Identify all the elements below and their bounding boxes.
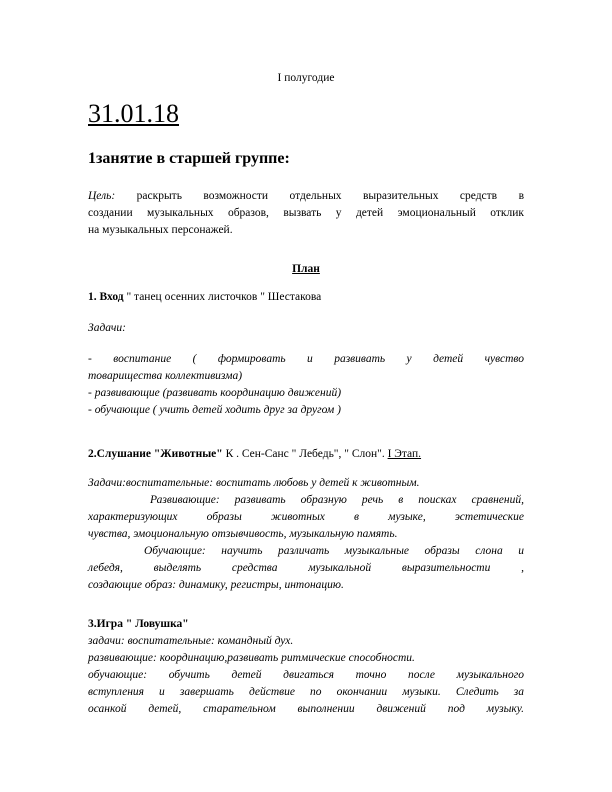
section-3-heading: 3.Игра " Ловушка" xyxy=(88,618,189,630)
section-2-edu-line-3: создающие образ: динамику, регистры, интонацию. xyxy=(88,579,344,591)
section-2-edu-line-2: лебедя, выделять средства музыкальной выразительности , xyxy=(88,562,524,574)
goal-paragraph xyxy=(88,188,524,239)
goal-line-1: раскрыть возможности отдельных выразительных средств в xyxy=(136,190,524,202)
lesson-date: 31.01.18 xyxy=(88,99,179,128)
section-1-heading xyxy=(88,289,524,306)
section-2-head: 2.Слушание "Животные" xyxy=(88,448,223,460)
section-2-rest: К . Сен-Санс " Лебедь", " Слон". xyxy=(222,448,388,460)
section-2-dev-line-2: характеризующих образы животных в музыке, эстетические xyxy=(88,511,524,523)
section-1-item-1-line-1: - воспитание ( формировать и развивать у детей чувство xyxy=(88,353,524,365)
section-3-line-2: развивающие: координацию,развивать ритмические способности. xyxy=(88,652,415,664)
section-1-item-2: - развивающие (развивать координацию движений) xyxy=(88,387,342,399)
section-2-edu-line-1: Обучающие: научить различать музыкальные образы слона и xyxy=(144,545,524,557)
section-1-item-1-line-2: товарищества коллективизма) xyxy=(88,370,243,382)
goal-line-2: создании музыкальных образов, вызвать у детей эмоциональный отклик xyxy=(88,207,524,219)
section-1-rest: " танец осенних листочков " Шестакова xyxy=(123,291,322,303)
section-2-dev-line-1: Развивающие: развивать образную речь в поисках сравнений, xyxy=(150,494,524,506)
section-1-head: Вход xyxy=(99,291,124,303)
section-1-tasks xyxy=(88,351,524,419)
goal-label: Цель: xyxy=(88,190,116,202)
semester-header: I полугодие xyxy=(277,72,335,84)
section-2-dev-line-3: чувства, эмоциональную отзывчивость, музыкальную память. xyxy=(88,528,398,540)
section-3-line-4: вступления и завершать действие по окончании музыки. Следить за xyxy=(88,686,524,698)
section-2-body xyxy=(88,475,524,594)
section-3-line-5: осанкой детей, старательном выполнении движений под музыку. xyxy=(88,703,524,715)
section-1-number: 1. xyxy=(88,291,97,303)
section-3-line-1: задачи: воспитательные: командный дух. xyxy=(88,635,294,647)
section-2-stage: I Этап. xyxy=(387,448,422,460)
section-2-heading xyxy=(88,446,524,463)
goal-line-3: на музыкальных персонажей. xyxy=(88,224,233,236)
section-2-line-1: Задачи:воспитательные: воспитать любовь у детей к животным. xyxy=(88,477,420,489)
section-3-line-3: обучающие: обучить детей двигаться точно после музыкального xyxy=(88,669,524,681)
plan-heading: План xyxy=(292,263,320,275)
section-3-body xyxy=(88,633,524,718)
lesson-title: 1занятие в старшей группе: xyxy=(88,150,290,167)
section-1-tasks-label: Задачи: xyxy=(88,322,126,334)
section-1-item-3: - обучающие ( учить детей ходить друг за другом ) xyxy=(88,404,341,416)
